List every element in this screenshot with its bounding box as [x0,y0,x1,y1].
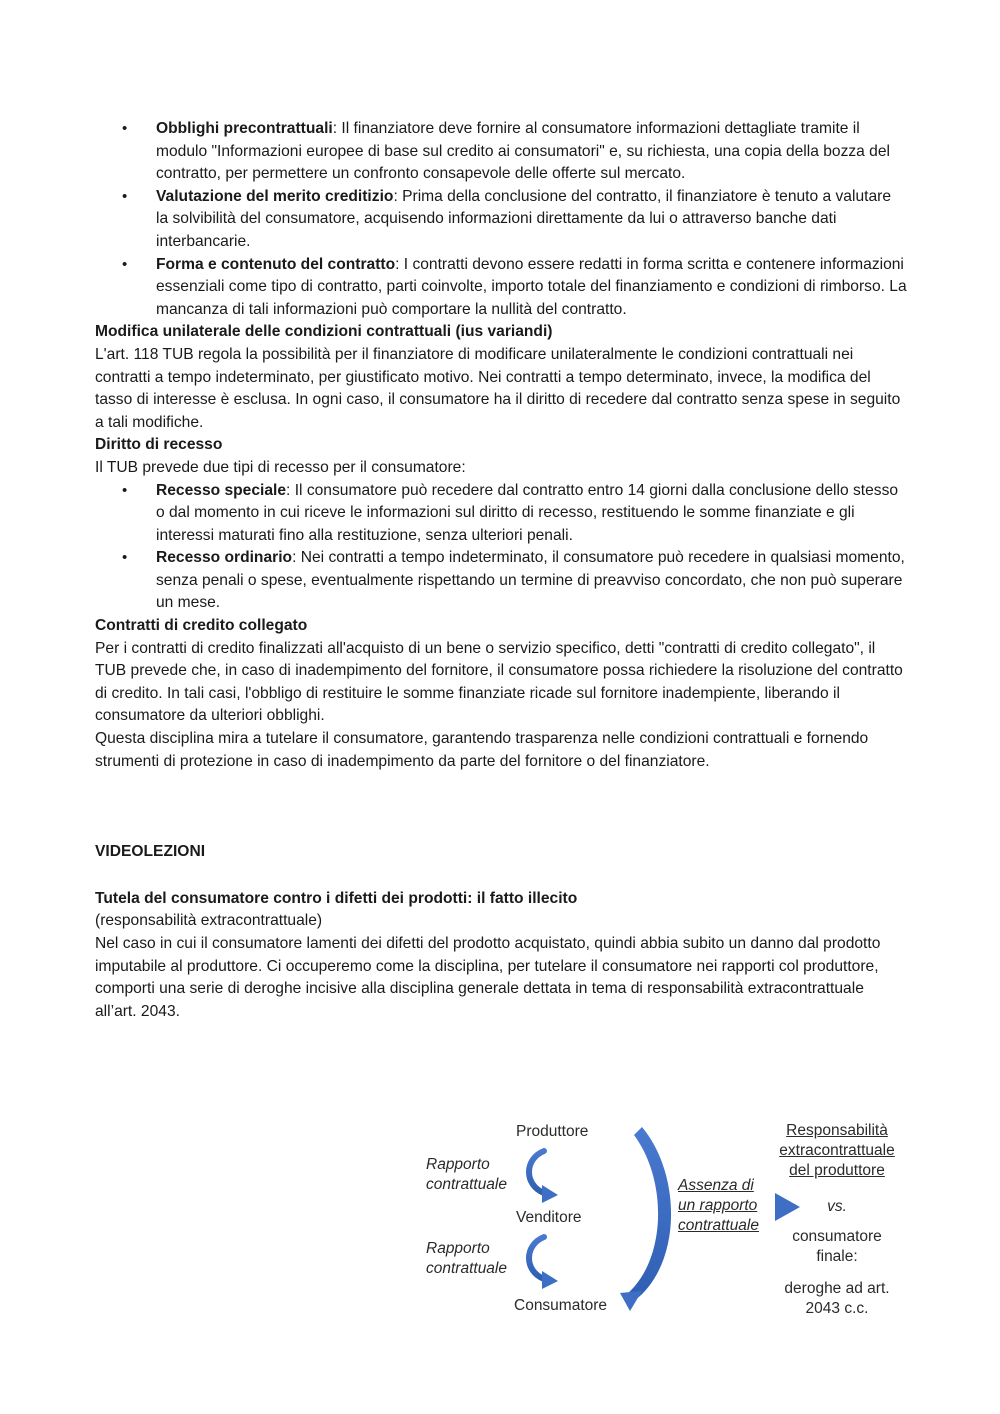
bullet-text: : Il finanziatore deve fornire al consumatore informazioni dettagliate tramite il modulo "Informazioni europee di base sul credito ai consumatori" e, su richiesta, una copia della bozza del contratto, per permettere un confronto consapevole delle offerte sul mercato. [156,120,890,183]
curved-arrow-icon [529,1237,544,1279]
section-heading-videolezioni: VIDEOLEZIONI [95,843,206,861]
bullet-term: Obblighi precontrattuali [156,120,333,137]
label-consumatore-finale [772,1227,902,1267]
bullet-list-precontract [95,118,907,321]
arrowhead-icon [542,1185,558,1203]
label-line: contrattuale [678,1217,759,1234]
bullet-term: Recesso ordinario [156,549,293,567]
bullet-list-recesso [95,480,907,616]
bullet-text: : Prima della conclusione del contratto, il finanziatore è tenuto a valutare la solvibilità del consumatore, acquisendo informazioni direttamente da lui o attraverso banche dati interbancarie. [156,187,891,250]
label-line: Responsabilità [786,1122,888,1139]
list-item [95,480,907,548]
label-venditore: Venditore [516,1209,582,1226]
label-deroghe [772,1279,902,1319]
label-vs: vs. [827,1198,847,1215]
label-produttore: Produttore [516,1123,589,1140]
document-page [95,118,907,1023]
bullet-icon: • [122,255,128,273]
label-line: Rapporto [426,1156,490,1173]
label-assenza-rapporto [678,1176,759,1236]
large-curved-arrow-icon [628,1127,671,1301]
bullet-icon: • [122,187,128,205]
arrowhead-icon [542,1271,558,1289]
section-heading-tutela: Tutela del consumatore contro i difetti dei prodotti: il fatto illecito [95,889,578,907]
label-line: finale: [816,1248,858,1265]
label-line: Assenza di [678,1177,754,1194]
bullet-text: : I contratti devono essere redatti in forma scritta e contenere informazioni essenziali come tipo di contratto, parti coinvolte, importo totale del finanziamento e condizioni di rimborso. La mancanza di tali informazioni può comportare la nullità del contratto. [156,255,907,318]
list-item [95,547,907,615]
label-consumatore: Consumatore [514,1297,608,1314]
section-heading-ius-variandi: Modifica unilaterale delle condizioni contrattuali (ius variandi) [95,323,553,341]
arrowhead-icon [620,1291,642,1311]
paragraph-recesso-intro: Il TUB prevede due tipi di recesso per il consumatore: [95,458,466,476]
list-item [95,118,907,186]
section-heading-recesso: Diritto di recesso [95,436,223,454]
label-line: consumatore [792,1228,882,1245]
paragraph-ius-variandi: L'art. 118 TUB regola la possibilità per il finanziatore di modificare unilateralmente le condizioni contrattuali nei contratti a tempo indeterminato, per giustificato motivo. Nei contratti a tempo determinato, invece, la modifica del tasso di interesse è esclusa. In ogni caso, il consumatore ha il diritto di recedere dal contratto senza spese in seguito a tali modifiche. [95,345,901,431]
label-responsabilita [772,1121,902,1181]
bullet-term: Recesso speciale [156,481,287,499]
curved-arrow-icon [529,1151,544,1193]
label-rapporto-contrattuale-1 [426,1155,507,1195]
bullet-icon: • [122,120,128,137]
bullet-term: Valutazione del merito creditizio [156,187,394,205]
bullet-text: : Nei contratti a tempo indeterminato, il consumatore può recedere in qualsiasi momento, senza penali o spese, eventualmente rispettando un termine di preavviso concordato, che non può superare un mese. [156,549,905,612]
list-item [95,186,907,254]
section-heading-collegato: Contratti di credito collegato [95,617,308,635]
bullet-text: : Il consumatore può recedere dal contratto entro 14 giorni dalla conclusione dello stesso o dal momento in cui riceve le informazioni sul diritto di recesso, restituendo le somme finanziate e gli interessi maturati fino alla restituzione, senza ulteriori penali. [156,481,899,544]
paragraph-subnote: (responsabilità extracontrattuale) [95,912,323,930]
bullet-icon: • [122,481,128,499]
paragraph-videolezioni: Nel caso in cui il consumatore lamenti dei difetti del prodotto acquistato, quindi abbia subito un danno dal prodotto imputabile al produttore. Ci occuperemo come la disciplina, per tutelare il consumatore nei rapporti col produttore, comporti una serie di deroghe incisive alla disciplina generale dettata in tema di responsabilità extracontrattuale all’art. 2043. [95,935,881,1020]
bullet-term: Forma e contenuto del contratto [156,255,396,273]
label-line: 2043 c.c. [805,1300,869,1317]
label-line: un rapporto [678,1197,758,1214]
bullet-icon: • [122,549,128,567]
label-line: deroghe ad art. [784,1280,890,1297]
label-line: contrattuale [426,1260,507,1277]
label-rapporto-contrattuale-2 [426,1239,507,1279]
list-item [95,254,907,322]
label-line: contrattuale [426,1176,507,1193]
label-line: del produttore [789,1162,885,1179]
label-line: Rapporto [426,1240,490,1257]
label-line: extracontrattuale [779,1142,895,1159]
paragraph-collegato: Per i contratti di credito finalizzati all'acquisto di un bene o servizio specifico, detti "contratti di credito collegato", il TUB prevede che, in caso di inadempimento del fornitore, il consumatore possa richiedere la risoluzione del contratto di credito. In tali casi, l'obbligo di restituire le somme finanziate ricade sul fornitore inadempiente, liberando il consumatore da ulteriori obblighi. [95,639,903,725]
liability-diagram [420,1115,920,1330]
paragraph-conclusion: Questa disciplina mira a tutelare il consumatore, garantendo trasparenza nelle condizioni contrattuali e fornendo strumenti di protezione in caso di inadempimento da parte del fornitore o del finanziatore. [95,730,869,770]
